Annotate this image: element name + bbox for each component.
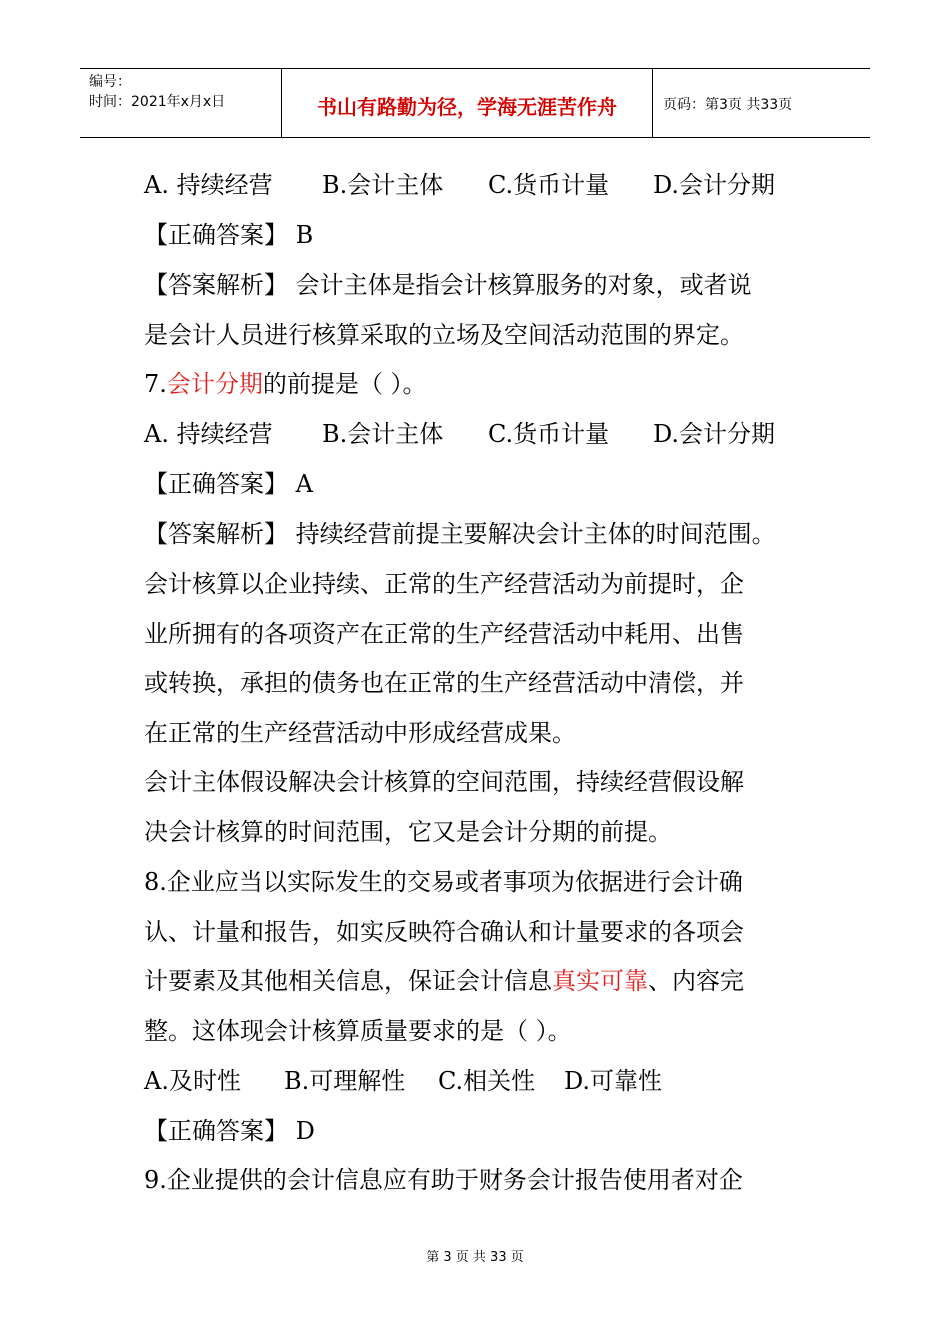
- q8-option-b: B.可理解性: [284, 1067, 406, 1095]
- q7-option-c: C.货币计量: [488, 420, 610, 448]
- q7-options: [144, 419, 775, 449]
- q8-options: [144, 1066, 662, 1096]
- q6-option-a: A. 持续经营: [144, 171, 273, 199]
- time-label: 时间：2021年x月x日: [89, 94, 226, 110]
- q8-stem-line-4: 整。这体现会计核算质量要求的是（ ）。: [144, 1017, 572, 1045]
- q8-highlight: 真实可靠: [552, 967, 648, 995]
- q7-explanation-line-2: 会计核算以企业持续、正常的生产经营活动为前提时，企: [144, 570, 744, 598]
- q6-options: [144, 170, 775, 200]
- q8-answer: 【正确答案】 D: [144, 1117, 315, 1145]
- q8-line-3-pre: 计要素及其他相关信息，保证会计信息: [144, 967, 552, 995]
- q9-stem-line-1: 9.企业提供的会计信息应有助于财务会计报告使用者对企: [144, 1166, 743, 1194]
- q6-option-d: D.会计分期: [653, 171, 776, 199]
- q8-stem-line-1: 8.企业应当以实际发生的交易或者事项为依据进行会计确: [144, 868, 743, 896]
- q8-stem-line-2: 认、计量和报告，如实反映符合确认和计量要求的各项会: [144, 918, 744, 946]
- q7-explanation-line-1: 【答案解析】 持续经营前提主要解决会计主体的时间范围。: [144, 520, 776, 548]
- page-header: [80, 68, 870, 138]
- q7-stem: [144, 369, 427, 399]
- q8-line-3-post: 、内容完: [648, 967, 744, 995]
- q7-explanation-line-3: 业所拥有的各项资产在正常的生产经营活动中耗用、出售: [144, 620, 744, 648]
- q8-option-d: D.可靠性: [564, 1067, 663, 1095]
- q8-option-a: A.及时性: [144, 1067, 241, 1095]
- q6-explanation-line-2: 是会计人员进行核算采取的立场及空间活动范围的界定。: [144, 321, 744, 349]
- q7-explanation-line-5: 在正常的生产经营活动中形成经营成果。: [144, 719, 576, 747]
- header-left-cell: [80, 69, 282, 137]
- page-footer: 第 3 页 共 33 页: [426, 1250, 524, 1265]
- q6-option-c: C.货币计量: [488, 171, 610, 199]
- q7-option-b: B.会计主体: [322, 420, 444, 448]
- q8-stem-line-3: [144, 966, 744, 996]
- header-middle-cell: [282, 69, 653, 137]
- header-motto: 书山有路勤为径，学海无涯苦作舟: [317, 95, 617, 119]
- q7-explanation-line-4: 或转换，承担的债务也在正常的生产经营活动中清偿，并: [144, 669, 744, 697]
- q7-option-a: A. 持续经营: [144, 420, 273, 448]
- q6-explanation-line-1: 【答案解析】 会计主体是指会计核算服务的对象，或者说: [144, 271, 752, 299]
- q7-answer: 【正确答案】 A: [144, 470, 313, 498]
- q8-option-c: C.相关性: [438, 1067, 536, 1095]
- q7-stem-rest: 的前提是（ ）。: [262, 370, 427, 398]
- header-right-cell: [653, 69, 870, 137]
- q7-number: 7.: [144, 370, 167, 398]
- q7-highlight: 会计分期: [166, 370, 263, 398]
- q6-answer: 【正确答案】 B: [144, 221, 314, 249]
- q7-explanation-line-7: 决会计核算的时间范围，它又是会计分期的前提。: [144, 818, 672, 846]
- number-label: 编号：: [89, 74, 131, 90]
- header-page-label: 页码：第3页 共33页: [663, 97, 793, 113]
- q7-explanation-line-6: 会计主体假设解决会计核算的空间范围，持续经营假设解: [144, 768, 744, 796]
- q6-option-b: B.会计主体: [322, 171, 444, 199]
- q7-option-d: D.会计分期: [653, 420, 776, 448]
